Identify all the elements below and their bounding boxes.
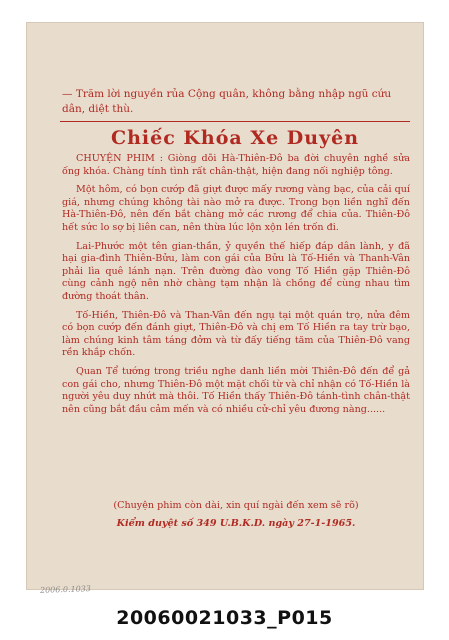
archive-caption: 20060021033_P015 bbox=[116, 607, 333, 629]
synopsis-paragraph: Một hôm, có bọn cướp đã giựt được mấy rương vàng bạc, của cải quí giá, nhưng chúng không tài nào mở ra được. Trong bọn liền nghĩ đến Hà-Thiên-Đô, nên đến bắt chàng mở các rương để chia của. Thiên-Đô hết sức lo sợ bị liên can, nên thừa lúc lộn xộn lén trốn đi. bbox=[62, 184, 410, 233]
synopsis-paragraph: Tố-Hiền, Thiên-Đô và Than-Vân đến ngụ tại một quán trọ, nửa đêm có bọn cướp đến đánh giựt, Thiên-Đô và chị em Tố Hiền ra tay trừ bạo, làm chúng kinh tâm táng đởm và từ đấy tiếng tăm của Thiên-Đô vang rền khắp chốn. bbox=[62, 309, 410, 359]
synopsis-paragraph: Quan Tể tướng trong triều nghe danh liền mời Thiên-Đô đến để gả con gái cho, nhưng Thiên-Đô một mặt chối từ và chỉ nhận có Tố-Hiền là người yêu duy nhứt mà thôi. Tố Hiền thấy Thiên-Đô tánh-tình chân-thật nên cũng bắt đầu cảm mến và có nhiều cử-chỉ yêu đương nàng...... bbox=[62, 365, 410, 415]
synopsis-body bbox=[62, 153, 410, 422]
slogan-text: — Trăm lời nguyền rủa Cộng quân, không bằng nhập ngũ cứu dân, diệt thù. bbox=[62, 88, 392, 115]
synopsis-paragraph: Lai-Phước một tên gian-thần, ỷ quyền thế hiếp đáp dân lành, y đã hại gia-đình Thiên-Bửu, làm con gái của Bửu là Tố-Hiền và Thanh-Vân phải lìa quê lánh nạn. Trên đường đào vong Tố Hiền gặp Thiên-Đô cùng cảnh ngộ nên nhờ chàng tạm nhận là chồng để cùng nhau tìm đường thoát thân. bbox=[62, 240, 410, 302]
pencil-inventory-note: 2006.0.1033 bbox=[39, 584, 92, 595]
film-title: Chiếc Khóa Xe Duyên bbox=[110, 127, 360, 149]
divider-rule bbox=[60, 121, 410, 122]
closing-note: (Chuyện phim còn dài, xin quí ngài đến xem sẽ rõ) bbox=[113, 500, 359, 511]
censorship-line: Kiểm duyệt số 349 U.B.K.D. ngày 27-1-1965. bbox=[116, 518, 356, 529]
synopsis-paragraph: CHUYỆN PHIM : Giòng dõi Hà-Thiên-Đô ba đời chuyên nghề sửa ống khóa. Chàng tính tình rất chân-thật, hiện đang nối nghiệp tông. bbox=[62, 153, 410, 177]
